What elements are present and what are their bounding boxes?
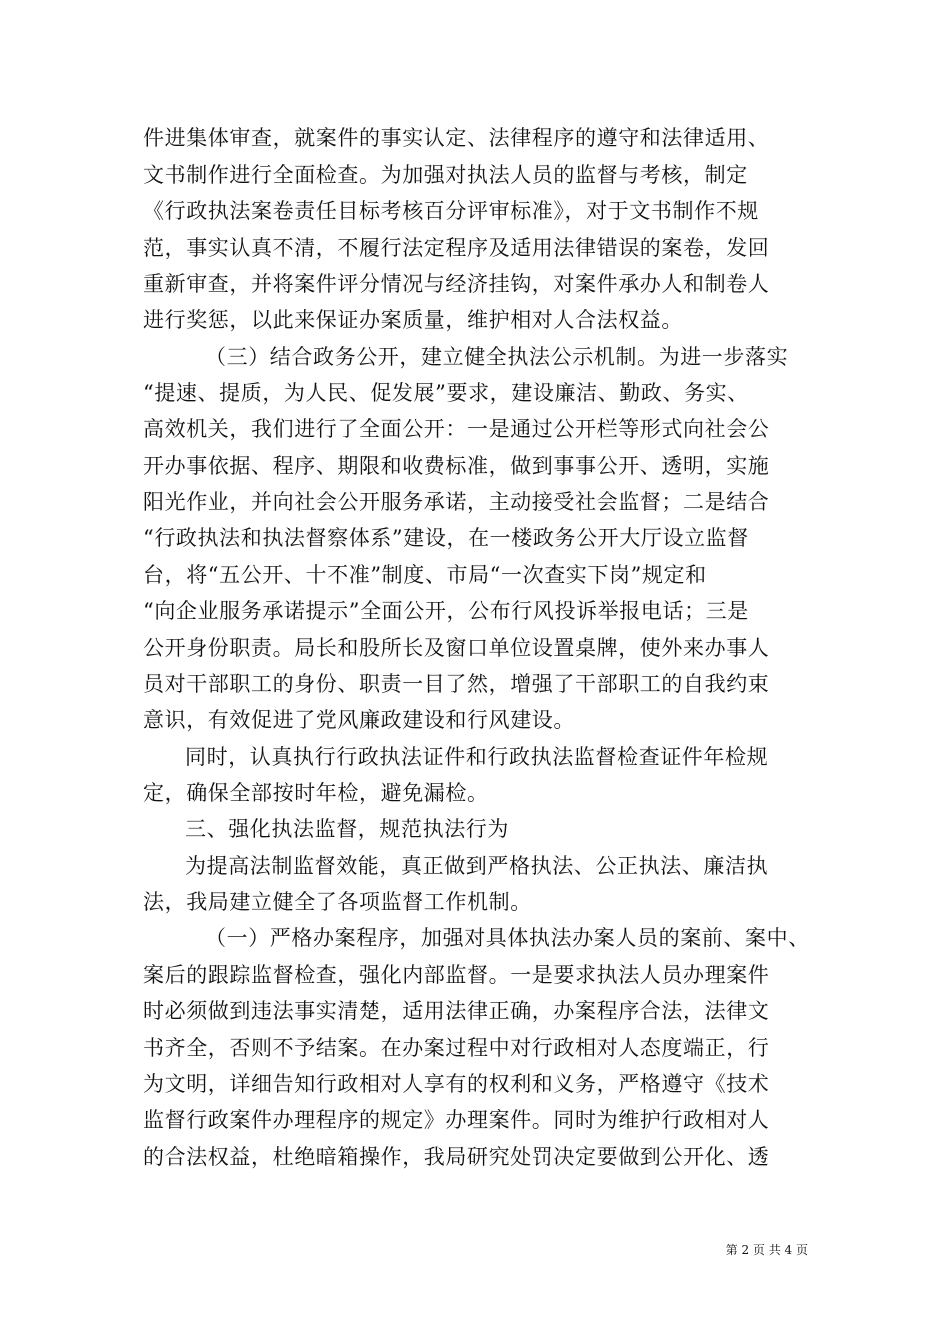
text-line: 《行政执法案卷责任目标考核百分评审标准》，对于文书制作不规 bbox=[143, 199, 759, 223]
text-line: 监督行政案件办理程序的规定》办理案件。同时为维护行政相对人 bbox=[143, 1108, 770, 1132]
text-line: 开办事依据、程序、期限和收费标准，做到事事公开、透明，实施 bbox=[143, 454, 770, 478]
text-line: 案后的跟踪监督检查，强化内部监督。一是要求执法人员办理案件 bbox=[143, 963, 770, 987]
text-line: 定，确保全部按时年检，避免漏检。 bbox=[143, 781, 489, 805]
text-line: 阳光作业，并向社会公开服务承诺，主动接受社会监督；二是结合 bbox=[143, 490, 770, 514]
text-line: 文书制作进行全面检查。为加强对执法人员的监督与考核，制定 bbox=[143, 163, 748, 187]
text-line: 意识，有效促进了党风廉政建设和行风建设。 bbox=[143, 708, 575, 732]
text-line: 进行奖惩，以此来保证办案质量，维护相对人合法权益。 bbox=[143, 308, 683, 332]
text-line-indented: 为提高法制监督效能，真正做到严格执法、公正执法、廉洁执 bbox=[185, 854, 769, 878]
text-line: 范，事实认真不清，不履行法定程序及适用法律错误的案卷，发回 bbox=[143, 236, 770, 260]
text-line: 法，我局建立健全了各项监督工作机制。 bbox=[143, 890, 532, 914]
section-heading: 三、强化执法监督，规范执法行为 bbox=[185, 817, 509, 841]
text-line: 台，将“五公开、十不准”制度、市局“一次查实下岗”规定和 bbox=[143, 563, 707, 587]
text-line-indented: 同时，认真执行行政执法证件和行政执法监督检查证件年检规 bbox=[185, 745, 769, 769]
text-line-indented: （三）结合政务公开，建立健全执法公示机制。为进一步落实 bbox=[205, 345, 789, 369]
text-line: “行政执法和执法督察体系”建设，在一楼政务公开大厅设立监督 bbox=[143, 526, 749, 550]
text-line: “向企业服务承诺提示”全面公开，公布行风投诉举报电话；三是 bbox=[143, 599, 749, 623]
text-line: 重新审查，并将案件评分情况与经济挂钩，对案件承办人和制卷人 bbox=[143, 272, 770, 296]
text-line: “提速、提质，为人民、促发展”要求，建设廉洁、勤政、务实、 bbox=[143, 381, 749, 405]
text-line: 公开身份职责。局长和股所长及窗口单位设置桌牌，使外来办事人 bbox=[143, 636, 770, 660]
text-line: 为文明，详细告知行政相对人享有的权利和义务，严格遵守《技术 bbox=[143, 1072, 770, 1096]
text-line: 件进集体审查，就案件的事实认定、法律程序的遵守和法律适用、 bbox=[143, 126, 770, 150]
text-line: 时必须做到违法事实清楚，适用法律正确，办案程序合法，法律文 bbox=[143, 999, 770, 1023]
text-line: 高效机关，我们进行了全面公开：一是通过公开栏等形式向社会公 bbox=[143, 417, 770, 441]
text-line: 书齐全，否则不予结案。在办案过程中对行政相对人态度端正，行 bbox=[143, 1036, 770, 1060]
text-line: 员对干部职工的身份、职责一目了然，增强了干部职工的自我约束 bbox=[143, 672, 770, 696]
text-line: 的合法权益，杜绝暗箱操作，我局研究处罚决定要做到公开化、透 bbox=[143, 1145, 770, 1169]
text-line-indented: （一）严格办案程序，加强对具体执法办案人员的案前、案中、 bbox=[205, 926, 810, 950]
page-number: 第 2 页 共 4 页 bbox=[725, 1243, 808, 1257]
